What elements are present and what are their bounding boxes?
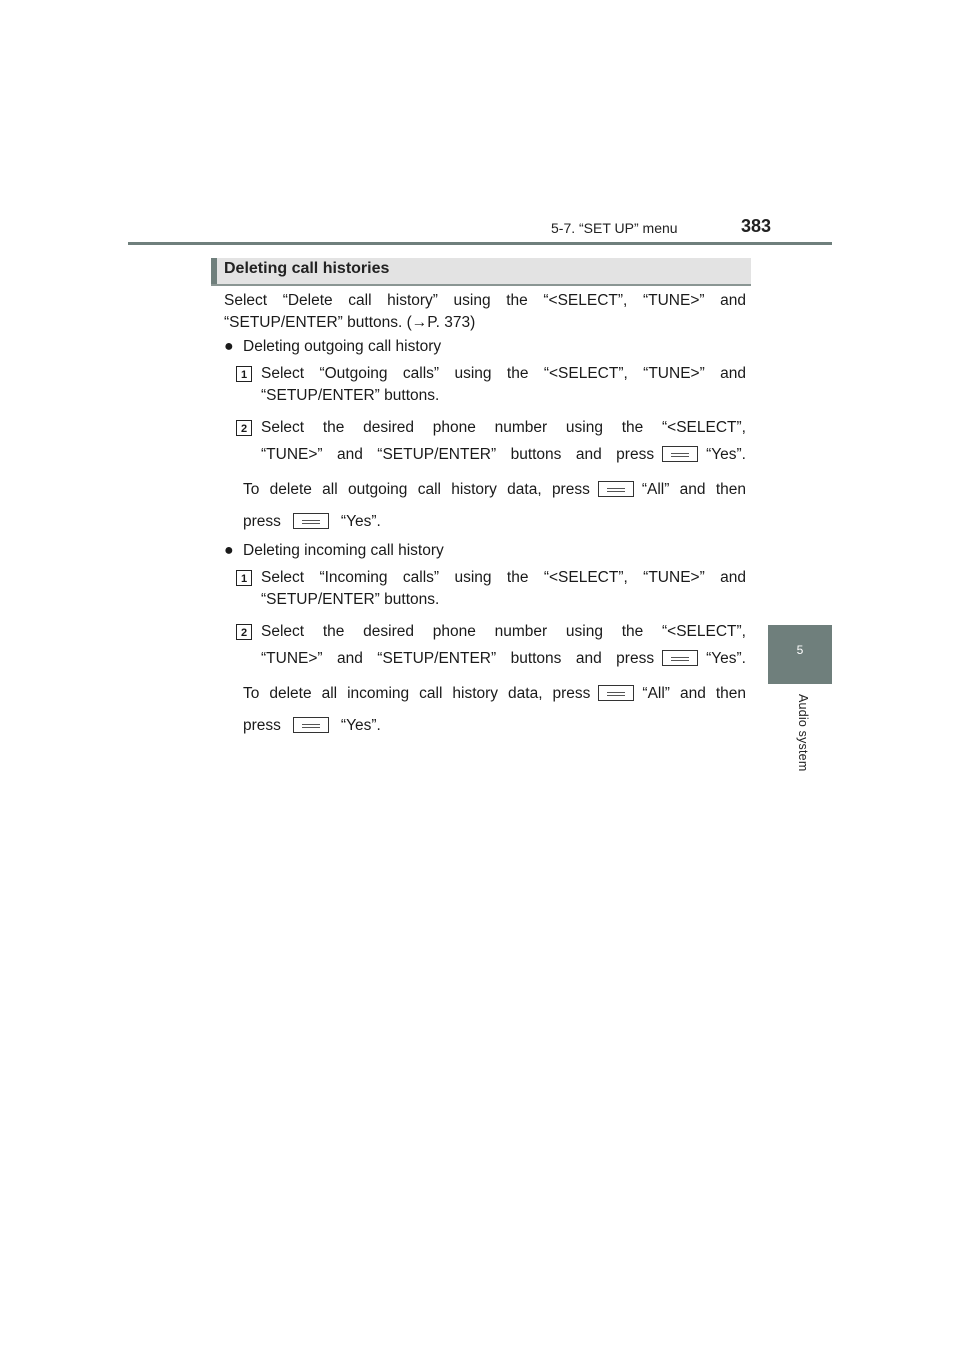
step-line — [261, 439, 746, 470]
step-line: “SETUP/ENTER” buttons. — [261, 387, 440, 404]
minus-button-icon — [293, 513, 329, 529]
note-line — [243, 506, 746, 538]
minus-button-icon — [662, 650, 698, 666]
note-text: “Yes”. — [340, 717, 381, 734]
page-number: 383 — [741, 216, 772, 236]
note-text: “Yes”. — [340, 513, 381, 530]
header-rule — [128, 242, 832, 245]
step-line: “SETUP/ENTER” buttons. — [261, 591, 440, 608]
section-underline — [211, 284, 751, 286]
intro-line-1: Select “Delete call history” using the “<SELECT”, “TUNE>” and — [224, 292, 746, 309]
step-text: “Yes”. — [706, 446, 746, 463]
bullet-dot-icon: ● — [224, 542, 234, 559]
note-text: To delete all outgoing call history data, press — [243, 481, 590, 498]
step-text: “Yes”. — [706, 650, 746, 667]
step-number: 2 — [236, 624, 252, 640]
bullet-label: Deleting outgoing call history — [243, 338, 442, 355]
step-line: Select “Incoming calls” using the “<SELECT”, “TUNE>” and — [261, 569, 746, 586]
step-line: Select “Outgoing calls” using the “<SELECT”, “TUNE>” and — [261, 365, 746, 382]
step-text: “TUNE>” and “SETUP/ENTER” buttons and press — [261, 446, 655, 463]
note-text: To delete all incoming call history data, press — [243, 685, 591, 702]
step-number: 1 — [236, 366, 252, 382]
bullet-item — [224, 540, 746, 562]
section-content — [224, 290, 746, 742]
step-text: “TUNE>” and “SETUP/ENTER” buttons and press — [261, 650, 655, 667]
step-number: 2 — [236, 420, 252, 436]
note-paragraph — [224, 678, 746, 742]
note-line — [243, 710, 746, 742]
step-line: Select the desired phone number using the “<SELECT”, — [261, 419, 746, 436]
chapter-label: Audio system — [796, 694, 810, 772]
bullet-label: Deleting incoming call history — [243, 542, 444, 559]
section-header — [211, 258, 751, 284]
intro-line-2: “SETUP/ENTER” buttons. (→P. 373) — [224, 314, 476, 331]
step-item — [224, 567, 746, 611]
note-text: press — [243, 717, 281, 734]
step-item — [224, 621, 746, 674]
step-line: Select the desired phone number using the “<SELECT”, — [261, 623, 746, 640]
note-text: press — [243, 513, 281, 530]
intro-paragraph — [224, 290, 746, 334]
step-item — [224, 417, 746, 470]
note-text: “All” and then — [641, 481, 746, 498]
note-line — [243, 474, 746, 506]
step-number: 1 — [236, 570, 252, 586]
note-text: “All” and then — [642, 685, 746, 702]
section-accent — [211, 258, 217, 284]
note-line — [243, 678, 746, 710]
chapter-tab — [768, 625, 832, 684]
chapter-number: 5 — [796, 643, 804, 657]
minus-button-icon — [662, 446, 698, 462]
minus-button-icon — [293, 717, 329, 733]
step-line — [261, 643, 746, 674]
page-header-section: 5-7. “SET UP” menu — [551, 220, 678, 236]
note-paragraph — [224, 474, 746, 538]
bullet-dot-icon: ● — [224, 338, 234, 355]
section-title: Deleting call histories — [224, 260, 390, 277]
bullet-item — [224, 336, 746, 358]
minus-button-icon — [598, 685, 634, 701]
step-item — [224, 363, 746, 407]
minus-button-icon — [598, 481, 634, 497]
